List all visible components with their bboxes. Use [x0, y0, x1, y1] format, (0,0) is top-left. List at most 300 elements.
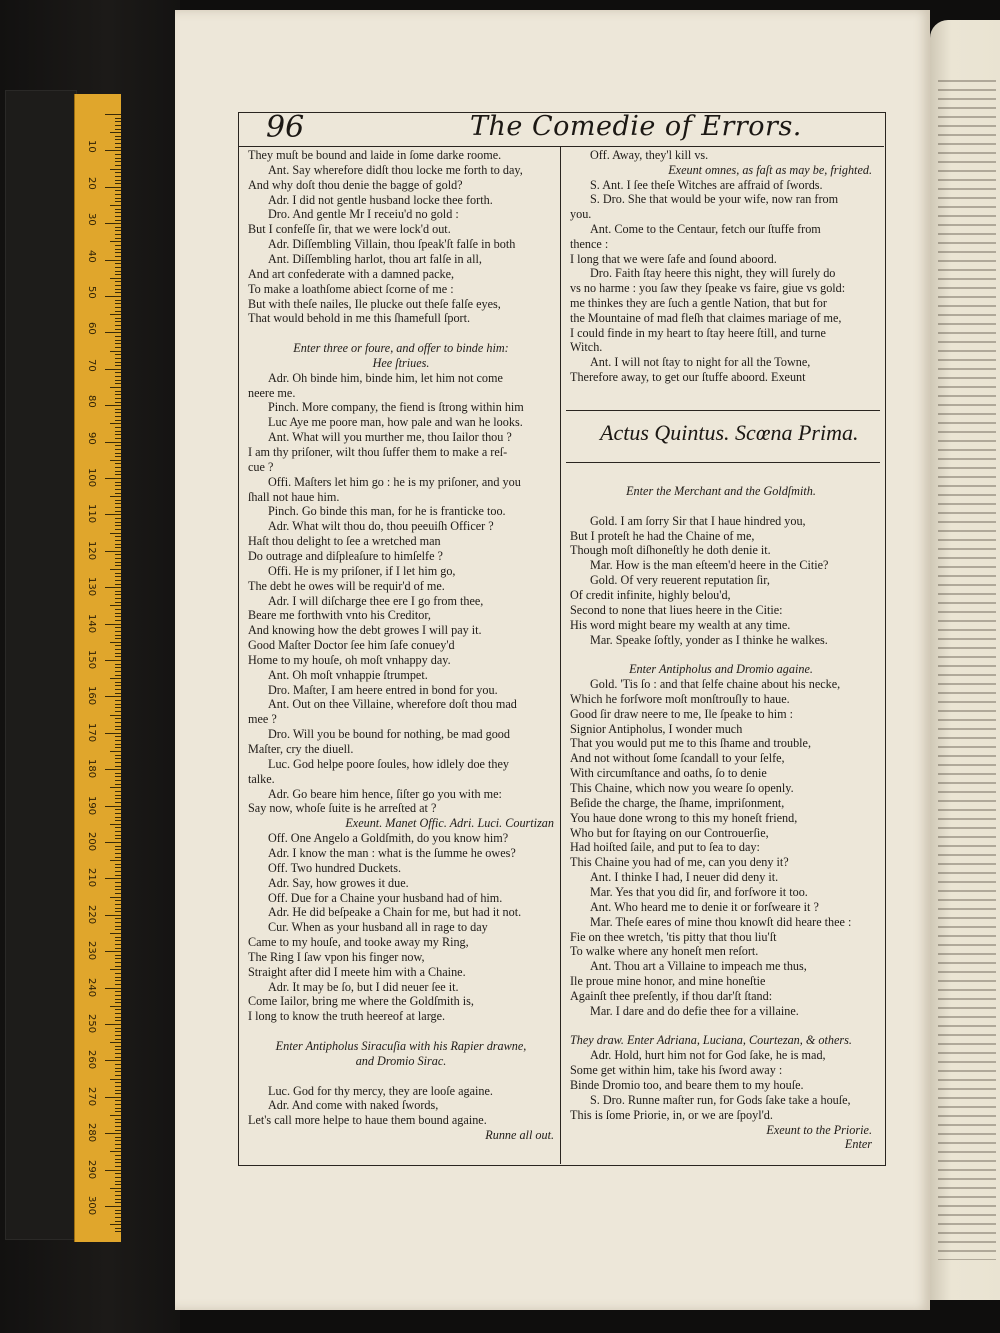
text-line: Adr. Go beare him hence, ſiſter go you with me:: [268, 786, 502, 801]
text-line: They muſt be bound and laide in ſome darke roome.: [248, 148, 502, 162]
ruler-tick: [115, 453, 121, 454]
ruler-tick: [115, 1046, 121, 1047]
ruler-tick: [115, 1068, 121, 1069]
ruler-tick: [105, 260, 121, 261]
ruler-tick: [115, 846, 121, 847]
ruler-tick: [115, 1071, 121, 1072]
ruler-tick: [115, 1155, 121, 1156]
ruler-tick: [105, 624, 121, 625]
text-line: you.: [570, 207, 592, 222]
measuring-ruler: [74, 94, 121, 1242]
ruler-tick: [115, 1184, 121, 1185]
text-line: Mar. Yes that you did ſir, and forſwore it too.: [590, 884, 808, 899]
text-line: Home to my houſe, oh moſt vnhappy day.: [248, 652, 451, 667]
column-rule: [560, 147, 561, 1164]
ruler-tick: [115, 125, 121, 126]
ruler-number: 130: [86, 577, 97, 597]
ruler-tick: [115, 321, 121, 322]
ruler-tick: [110, 969, 121, 970]
ruler-tick: [115, 252, 121, 253]
ruler-tick: [115, 1231, 121, 1232]
text-line: Ant. Out on thee Villaine, wherefore doſt thou mad: [268, 697, 517, 712]
ruler-tick: [115, 656, 121, 657]
text-line: Witch.: [570, 340, 603, 355]
ruler-tick: [115, 594, 121, 595]
ruler-tick: [115, 1013, 121, 1014]
ruler-tick: [115, 227, 121, 228]
ruler-tick: [115, 354, 121, 355]
text-line: Offi. Maſters let him go : he is my priſoner, and you: [268, 474, 521, 489]
ruler-tick: [115, 554, 121, 555]
ruler-tick: [115, 372, 121, 373]
ruler-tick: [115, 1086, 121, 1087]
ruler-tick: [115, 776, 121, 777]
running-title: The Comedie of Errors.: [470, 111, 802, 142]
ruler-tick: [115, 329, 121, 330]
ruler-tick: [115, 1028, 121, 1029]
ruler-tick: [110, 205, 121, 206]
ruler-tick: [115, 584, 121, 585]
text-line: I long that we were ſafe and ſound aboord.: [570, 251, 777, 266]
text-line: Adr. Hold, hurt him not for God ſake, he is mad,: [590, 1048, 826, 1063]
ruler-tick: [115, 518, 121, 519]
text-line: Which he forſwore moſt monſtrouſly to haue.: [570, 691, 790, 706]
ruler-tick: [115, 857, 121, 858]
ruler-tick: [115, 707, 121, 708]
ruler-tick: [110, 1188, 121, 1189]
text-line: Adr. He did beſpeake a Chain for me, but had it not.: [268, 905, 522, 920]
ruler-tick: [115, 900, 121, 901]
text-line: Againſt thee preſently, if thou dar'ſt ſtand:: [570, 988, 773, 1003]
ruler-tick: [115, 216, 121, 217]
ruler-tick: [115, 882, 121, 883]
text-line: Adr. Diſſembling Villain, thou ſpeak'ſt falſe in both: [268, 237, 516, 252]
text-line: neere me.: [248, 385, 296, 400]
ruler-tick: [115, 485, 121, 486]
ruler-tick: [115, 667, 121, 668]
ruler-backing: [5, 90, 77, 1240]
ruler-tick: [115, 420, 121, 421]
ruler-tick: [115, 929, 121, 930]
ruler-tick: [115, 867, 121, 868]
ruler-number: 30: [86, 213, 97, 226]
ruler-tick: [115, 158, 121, 159]
stage-direction: Runne all out.: [485, 1128, 554, 1143]
text-line: Came to my houſe, and tooke away my Ring,: [248, 935, 469, 950]
ruler-tick: [115, 1108, 121, 1109]
ruler-tick: [115, 813, 121, 814]
ruler-tick: [115, 431, 121, 432]
ruler-tick: [115, 693, 121, 694]
ruler-tick: [115, 766, 121, 767]
ruler-tick: [115, 944, 121, 945]
ruler-tick: [115, 190, 121, 191]
ruler-tick: [115, 463, 121, 464]
ruler-tick: [115, 1210, 121, 1211]
text-line: Ant. Who heard me to denie it or forſweare it ?: [590, 899, 819, 914]
ruler-number: 240: [86, 977, 97, 997]
ruler-tick: [115, 726, 121, 727]
ruler-tick: [115, 230, 121, 231]
ruler-tick: [110, 933, 121, 934]
ruler-tick: [110, 751, 121, 752]
ruler-tick: [115, 1213, 121, 1214]
text-line: Ant. Diſſembling harlot, thou art falſe in all,: [268, 251, 482, 266]
ruler-tick: [115, 955, 121, 956]
ruler-tick: [115, 1130, 121, 1131]
ruler-tick: [115, 926, 121, 927]
ruler-tick: [115, 1228, 121, 1229]
ruler-tick: [110, 1224, 121, 1225]
ruler-tick: [115, 995, 121, 996]
text-line: Haſt thou delight to ſee a wretched man: [248, 534, 441, 549]
ruler-tick: [115, 540, 121, 541]
text-line: Binde Dromio too, and beare them to my houſe.: [570, 1078, 804, 1092]
ruler-tick: [110, 351, 121, 352]
ruler-tick: [115, 795, 121, 796]
ruler-tick: [115, 529, 121, 530]
ruler-tick: [115, 849, 121, 850]
ruler-tick: [115, 1002, 121, 1003]
ruler-tick: [115, 758, 121, 759]
ruler-tick: [115, 1057, 121, 1058]
stage-direction: and Dromio Sirac.: [355, 1053, 447, 1068]
ruler-tick: [115, 267, 121, 268]
stage-direction: Enter Antipholus Siracuſia with his Rapier drawne,: [275, 1039, 527, 1053]
ruler-tick: [115, 325, 121, 326]
ruler-tick: [115, 1122, 121, 1123]
text-line: Ant. What will you murther me, thou Iailor thou ?: [268, 430, 512, 445]
ruler-tick: [115, 991, 121, 992]
ruler-tick: [115, 809, 121, 810]
ruler-tick: [115, 1104, 121, 1105]
ruler-tick: [115, 1020, 121, 1021]
ruler-tick: [105, 806, 121, 807]
ruler-tick: [115, 609, 121, 610]
ruler-tick: [115, 762, 121, 763]
ruler-number: 230: [86, 941, 97, 961]
ruler-tick: [115, 183, 121, 184]
ruler-tick: [115, 729, 121, 730]
text-line: Adr. I did not gentle husband locke thee forth.: [268, 192, 493, 207]
text-line: Gold. 'Tis ſo : and that ſelfe chaine about his necke,: [590, 677, 841, 692]
ruler-tick: [115, 511, 121, 512]
ruler-tick: [110, 387, 121, 388]
ruler-tick: [115, 664, 121, 665]
text-line: But I proteſt he had the Chaine of me,: [570, 528, 755, 543]
ruler-tick: [115, 274, 121, 275]
ruler-tick: [115, 1140, 121, 1141]
ruler-tick: [110, 715, 121, 716]
ruler-number: 200: [86, 832, 97, 852]
text-line: Say now, whoſe ſuite is he arreſted at ?: [248, 801, 437, 816]
ruler-tick: [115, 522, 121, 523]
text-line: This Chaine you had of me, can you deny it?: [570, 855, 789, 870]
ruler-tick: [115, 722, 121, 723]
ruler-number: 40: [86, 249, 97, 263]
text-line: Ant. Say wherefore didſt thou locke me forth to day,: [268, 162, 523, 177]
ruler-number: 250: [86, 1014, 97, 1034]
text-line: I long to know the truth heereof at large.: [248, 1009, 446, 1024]
ruler-tick: [115, 973, 121, 974]
page-number: 96: [266, 110, 305, 145]
ruler-tick: [115, 467, 121, 468]
ruler-tick: [115, 1137, 121, 1138]
text-line: Adr. Oh binde him, binde him, let him not come: [268, 370, 503, 385]
ruler-tick: [115, 918, 121, 919]
ruler-tick: [115, 161, 121, 162]
ruler-number: 210: [86, 868, 97, 888]
ruler-tick: [115, 744, 121, 745]
ruler-tick: [105, 1060, 121, 1061]
ruler-tick: [115, 1191, 121, 1192]
text-line: I am thy priſoner, wilt thou ſuffer them to make a reſ-: [248, 445, 508, 459]
text-line: Cur. When as your husband all in rage to day: [268, 920, 488, 935]
text-line: Ant. Oh moſt vnhappie ſtrumpet.: [268, 667, 428, 682]
ruler-tick: [115, 1181, 121, 1182]
text-line: Gold. I am ſorry Sir that I haue hindred you,: [590, 513, 806, 528]
ruler-tick: [115, 904, 121, 905]
text-line: To walke where any honeſt men reſort.: [570, 944, 759, 959]
ruler-tick: [105, 733, 121, 734]
ruler-tick: [115, 412, 121, 413]
ruler-tick: [110, 642, 121, 643]
ruler-tick: [115, 565, 121, 566]
text-line: Mar. How is the man eſteem'd heere in the Citie?: [590, 558, 829, 573]
ruler-tick: [105, 1097, 121, 1098]
ruler-tick: [115, 194, 121, 195]
text-line: Straight after did I meete him with a Chaine.: [248, 964, 466, 979]
ruler-tick: [105, 478, 121, 479]
ruler-tick: [115, 1053, 121, 1054]
ruler-tick: [105, 915, 121, 916]
ruler-tick: [115, 999, 121, 1000]
ruler-tick: [115, 380, 121, 381]
ruler-tick: [115, 449, 121, 450]
ruler-tick: [115, 649, 121, 650]
text-line: But with theſe nailes, Ile plucke out theſe falſe eyes,: [248, 296, 501, 311]
text-line: This is ſome Priorie, in, or we are ſpoyl'd.: [570, 1107, 773, 1122]
ruler-tick: [115, 631, 121, 632]
ruler-number: 10: [86, 140, 97, 154]
text-line: The Ring I ſaw vpon his finger now,: [248, 949, 425, 964]
ruler-tick: [115, 136, 121, 137]
text-line: Good ſir draw neere to me, Ile ſpeake to him :: [570, 706, 794, 721]
text-line: Signior Antipholus, I wonder much: [570, 721, 743, 736]
ruler-tick: [115, 820, 121, 821]
stage-direction: They draw. Enter Adriana, Luciana, Courtezan, & others.: [570, 1033, 852, 1048]
ruler-tick: [115, 653, 121, 654]
ruler-tick: [115, 383, 121, 384]
ruler-tick: [110, 1006, 121, 1007]
ruler-tick: [115, 704, 121, 705]
text-line: Some get within him, take his ſword away :: [570, 1063, 783, 1078]
text-line: Pinch. Go binde this man, for he is franticke too.: [268, 504, 506, 519]
text-line: Off. Two hundred Duckets.: [268, 860, 402, 875]
ruler-tick: [115, 911, 121, 912]
text-line: Good Maſter Doctor ſee him ſafe conuey'd: [248, 638, 455, 653]
text-line: And why doſt thou denie the bagge of gold?: [248, 177, 463, 192]
ruler-tick: [115, 493, 121, 494]
ruler-number: 80: [86, 395, 97, 408]
ruler-tick: [115, 121, 121, 122]
text-line: Ile proue mine honor, and mine honeſtie: [570, 974, 766, 989]
text-line: And knowing how the debt growes I will pay it.: [248, 623, 482, 638]
stage-direction: Exeunt omnes, as faſt as may be, frighted.: [668, 162, 872, 177]
text-line: Adr. What wilt thou do, thou peeuiſh Officer ?: [268, 519, 494, 534]
text-line: Dro. Will you be bound for nothing, be mad good: [268, 727, 510, 742]
ruler-number: 220: [86, 904, 97, 924]
ruler-tick: [115, 736, 121, 737]
stage-direction: Enter: [844, 1137, 872, 1152]
ruler-number: 110: [86, 504, 97, 524]
ruler-tick: [115, 234, 121, 235]
text-line: But I confeſſe ſir, that we were lock'd out.: [248, 222, 451, 237]
text-line: Beare me forthwith vnto his Creditor,: [248, 608, 431, 623]
ruler-tick: [115, 1173, 121, 1174]
ruler-tick: [115, 817, 121, 818]
ruler-tick: [110, 423, 121, 424]
text-line: Off. Away, they'l kill vs.: [590, 148, 709, 162]
ruler-tick: [115, 1031, 121, 1032]
ruler-tick: [115, 336, 121, 337]
ruler-tick: [105, 296, 121, 297]
text-line: Ant. Thou art a Villaine to impeach me thus,: [590, 959, 807, 974]
ruler-number: 140: [86, 613, 97, 633]
ruler-tick: [110, 132, 121, 133]
text-line: Luc. God for thy mercy, they are looſe againe.: [268, 1083, 493, 1098]
ruler-number: 50: [86, 286, 97, 299]
ruler-number: 60: [86, 322, 97, 336]
text-line: Offi. He is my priſoner, if I let him go,: [268, 563, 456, 578]
text-line: Second to none that liues heere in the Citie:: [570, 602, 783, 617]
text-line: Of credit infinite, highly belou'd,: [570, 587, 731, 602]
ruler-number: 100: [86, 468, 97, 488]
ruler-tick: [110, 605, 121, 606]
ruler-tick: [105, 660, 121, 661]
ruler-tick: [115, 645, 121, 646]
text-line: Adr. And come with naked ſwords,: [268, 1098, 439, 1113]
text-line: Mar. Speake ſoftly, yonder as I thinke he walkes.: [590, 632, 828, 647]
text-line: Mar. Theſe eares of mine thou knowſt did heare thee :: [590, 914, 852, 929]
ruler-tick: [115, 209, 121, 210]
ruler-tick: [115, 980, 121, 981]
text-line: Dro. Faith ſtay heere this night, they will ſurely do: [590, 266, 836, 281]
ruler-tick: [115, 245, 121, 246]
ruler-number: 270: [86, 1086, 97, 1106]
ruler-tick: [115, 1166, 121, 1167]
ruler-tick: [115, 838, 121, 839]
text-line: Off. Due for a Chaine your husband had of him.: [268, 890, 503, 905]
ruler-tick: [110, 278, 121, 279]
ruler-tick: [115, 871, 121, 872]
ruler-tick: [115, 613, 121, 614]
ruler-tick: [115, 962, 121, 963]
text-line: Gold. Of very reuerent reputation ſir,: [590, 573, 770, 588]
act-rule-top: [566, 410, 880, 411]
ruler-tick: [115, 249, 121, 250]
text-line: Dro. Maſter, I am heere entred in bond for you.: [268, 682, 498, 697]
ruler-tick: [115, 489, 121, 490]
ruler-tick: [115, 1093, 121, 1094]
ruler-tick: [105, 842, 121, 843]
text-line: With circumſtance and oaths, ſo to denie: [570, 766, 767, 781]
stage-direction: Enter three or foure, and offer to binde him:: [293, 341, 509, 356]
ruler-tick: [105, 878, 121, 879]
ruler-tick: [115, 285, 121, 286]
ruler-tick: [115, 908, 121, 909]
ruler-tick: [115, 791, 121, 792]
ruler-tick: [115, 507, 121, 508]
ruler-tick: [115, 940, 121, 941]
ruler-tick: [115, 977, 121, 978]
ruler-tick: [105, 514, 121, 515]
ruler-tick: [110, 569, 121, 570]
ruler-tick: [110, 1151, 121, 1152]
ruler-tick: [115, 438, 121, 439]
text-line: me thinkes they are ſuch a gentle Nation, that but for: [570, 296, 827, 310]
ruler-tick: [115, 886, 121, 887]
ruler-tick: [115, 1119, 121, 1120]
ruler-tick: [115, 220, 121, 221]
ruler-tick: [115, 118, 121, 119]
ruler-tick: [115, 238, 121, 239]
text-line: the Mountaine of mad fleſh that claimes mariage of me,: [570, 310, 842, 325]
text-line: Adr. I know the man : what is the ſumme he owes?: [268, 845, 516, 860]
header-rule: [238, 146, 884, 147]
ruler-tick: [115, 201, 121, 202]
ruler-tick: [115, 685, 121, 686]
ruler-number: 280: [86, 1123, 97, 1143]
ruler-tick: [115, 831, 121, 832]
text-line: And art confederate with a damned packe,: [248, 266, 455, 281]
text-line: Pinch. More company, the fiend is ſtrong within him: [268, 400, 524, 415]
ruler-tick: [115, 172, 121, 173]
ruler-tick: [115, 1009, 121, 1010]
text-line: That would behold in me this ſhamefull ſport.: [248, 311, 471, 326]
ruler-tick: [110, 241, 121, 242]
ruler-tick: [115, 303, 121, 304]
ruler-tick: [115, 798, 121, 799]
ruler-number: 190: [86, 795, 97, 815]
ruler-number: 120: [86, 540, 97, 560]
text-line: S. Dro. Runne maſter run, for Gods ſake take a houſe,: [590, 1092, 851, 1107]
ruler-tick: [115, 1144, 121, 1145]
ruler-tick: [115, 1111, 121, 1112]
ruler-tick: [105, 769, 121, 770]
stage-direction: Enter Antipholus and Dromio againe.: [629, 662, 813, 677]
ruler-tick: [115, 154, 121, 155]
text-line: His word might beare my wealth at any time.: [570, 617, 791, 632]
ruler-tick: [115, 1049, 121, 1050]
ruler-number: 150: [86, 650, 97, 670]
ruler-tick: [105, 114, 121, 115]
ruler-tick: [110, 678, 121, 679]
ruler-tick: [115, 503, 121, 504]
ruler-tick: [115, 394, 121, 395]
ruler-tick: [115, 471, 121, 472]
ruler-tick: [115, 376, 121, 377]
ruler-number: 260: [86, 1050, 97, 1070]
ruler-tick: [115, 292, 121, 293]
ruler-tick: [105, 442, 121, 443]
ruler-tick: [115, 889, 121, 890]
text-line: S. Dro. She that would be your wife, now ran from: [590, 192, 839, 207]
ruler-tick: [115, 402, 121, 403]
facing-page-text-lines: [938, 80, 996, 1260]
ruler-tick: [115, 1162, 121, 1163]
ruler-number: 20: [86, 176, 97, 190]
